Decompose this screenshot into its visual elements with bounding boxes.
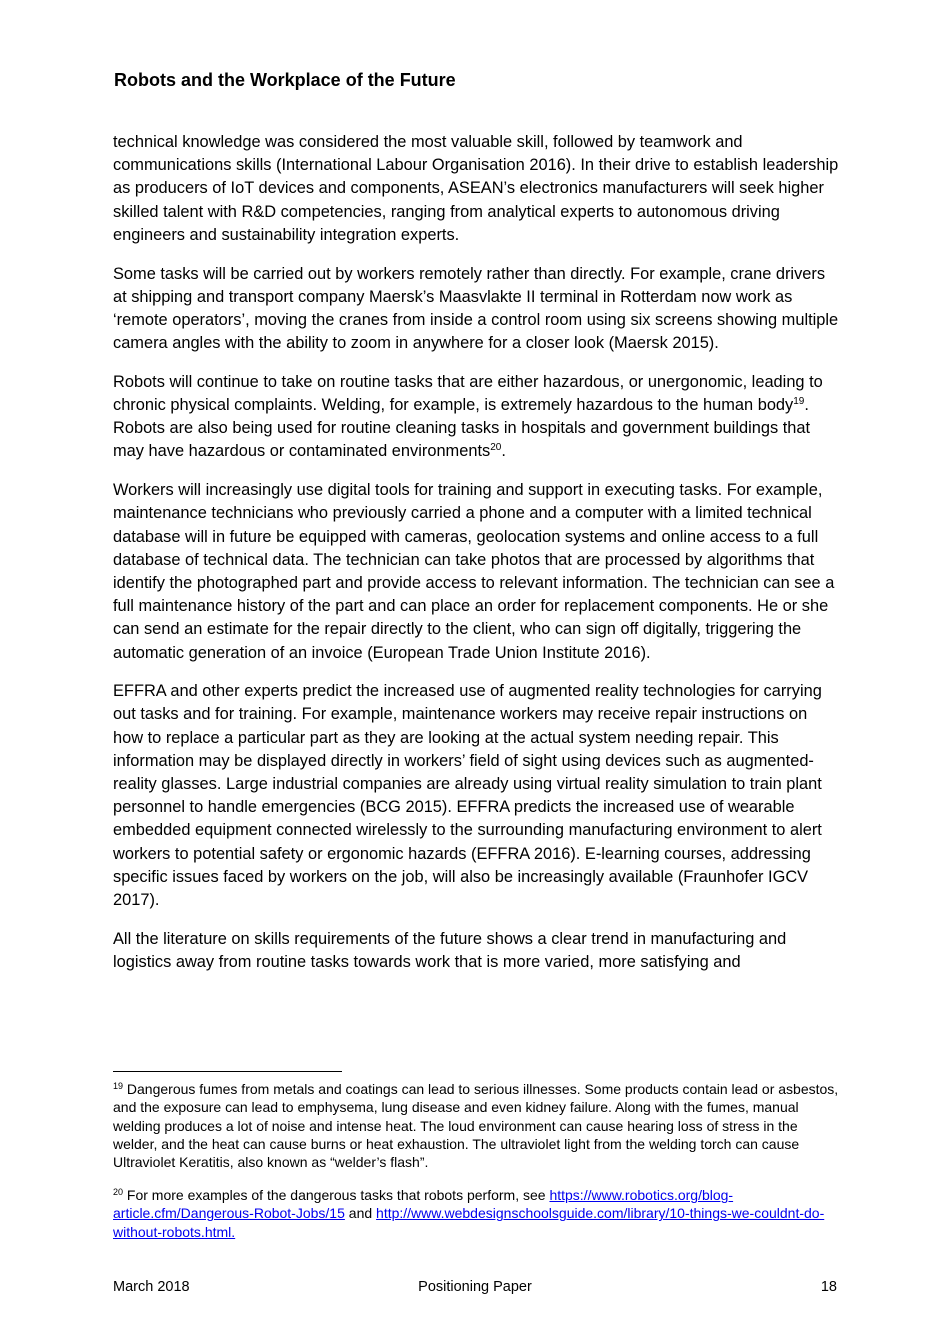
footnote-20-joiner: and: [344, 1205, 377, 1222]
footnote-divider: [113, 1071, 342, 1072]
paragraph-augmented-reality: EFFRA and other experts predict the increased use of augmented reality technologies for carrying out tasks and for training. For example, maintenance workers may receive repair instructions on how to replace a particular part as they are looking at the actual system needing repair. This information may be displayed directly in workers’ field of sight using devices such as augmented-reality glasses. Large industrial companies are already using virtual reality simulation to train plant personnel to handle emergencies (BCG 2015). EFFRA predicts the increased use of wearable embedded equipment connected wirelessly to the surrounding manufacturing environment to alert workers to potential safety or ergonomic hazards (EFFRA 2016). E-learning courses, addressing specific issues faced by workers on the job, will also be increasingly available (Fraunhofer IGCV 2017).: [113, 682, 822, 910]
paragraph-hazardous-text-b: . Robots are also being used for routine cleaning tasks in hospitals and government buildings that may have hazardous or contaminated environments: [113, 396, 811, 461]
paragraph-hazardous-text-a: Robots will continue to take on routine tasks that are either hazardous, or unergonomic, leading to chronic physical complaints. Welding, for example, is extremely hazardous to the human body: [113, 372, 823, 415]
paragraph-digital-tools: Workers will increasingly use digital tools for training and support in executing tasks. For example, maintenance technicians who previously carried a phone and a computer with a limited technical database will in future be equipped with cameras, geolocation systems and online access to a full database of technical data. The technician can take photos that are processed by algorithms that identify the photographed part and provide access to relevant information. The technician can see a full maintenance history of the part and can place an order for replacement components. He or she can send an estimate for the repair directly to the client, who can sign off digitally, triggering the automatic generation of an invoice (European Trade Union Institute 2016).: [113, 481, 835, 662]
footer-page-number: 18: [820, 1279, 837, 1295]
paragraph-remote-work: Some tasks will be carried out by workers remotely rather than directly. For example, crane drivers at shipping and transport company Maersk’s Maasvlakte II terminal in Rotterdam now work as ‘remote operators’, moving the cranes from inside a control room using six screens showing multiple camera angles with the ability to zoom in anywhere for a closer look (Maersk 2015).: [113, 264, 839, 353]
footnote-20: [113, 1186, 841, 1241]
robotics-org-link[interactable]: https://www.robotics.org/blog-article.cfm/Dangerous-Robot-Jobs/15: [113, 1186, 734, 1222]
paragraph-hazardous-tasks: [113, 371, 841, 464]
footnote-19: [113, 1080, 841, 1171]
footnote-19-number: 19: [113, 1081, 124, 1091]
webdesignschoolsguide-link[interactable]: http://www.webdesignschoolsguide.com/library/10-things-we-couldnt-do-without-robots.html.: [113, 1205, 825, 1240]
footnote-20-text: For more examples of the dangerous tasks that robots perform, see: [123, 1186, 550, 1203]
footnote-ref-19[interactable]: 19: [793, 396, 805, 408]
body-text: [113, 131, 841, 990]
footer-date: March 2018: [113, 1279, 190, 1295]
footnote-19-text: Dangerous fumes from metals and coatings can lead to serious illnesses. Some products contain lead or asbestos, and the exposure can lead to emphysema, lung disease and even kidney failure. Along with the fumes, manual welding produces a lot of noise and intense heat. The loud environment can cause hearing loss of stress in the welder, and the heat can cause burns or heat exhaustion. The ultraviolet light from the welding torch can cause Ultraviolet Keratitis, also known as “welder’s flash”.: [113, 1081, 839, 1171]
paragraph-skills-trend: All the literature on skills requirements of the future shows a clear trend in manufacturing and logistics away from routine tasks towards work that is more varied, more satisfying and: [113, 929, 787, 971]
paragraph-skills: technical knowledge was considered the most valuable skill, followed by teamwork and communications skills (International Labour Organisation 2016). In their drive to establish leadership as producers of IoT devices and components, ASEAN’s electronics manufacturers will seek higher skilled talent with R&D competencies, ranging from analytical experts to autonomous driving engineers and sustainability integration experts.: [113, 133, 839, 244]
footnote-20-number: 20: [113, 1186, 124, 1197]
footnote-ref-20[interactable]: 20: [490, 442, 502, 454]
paragraph-hazardous-text-c: .: [501, 442, 506, 461]
footer-doc-type: Positioning Paper: [418, 1279, 532, 1295]
page-header-title: Robots and the Workplace of the Future: [114, 70, 456, 90]
footnotes: [113, 1080, 841, 1255]
